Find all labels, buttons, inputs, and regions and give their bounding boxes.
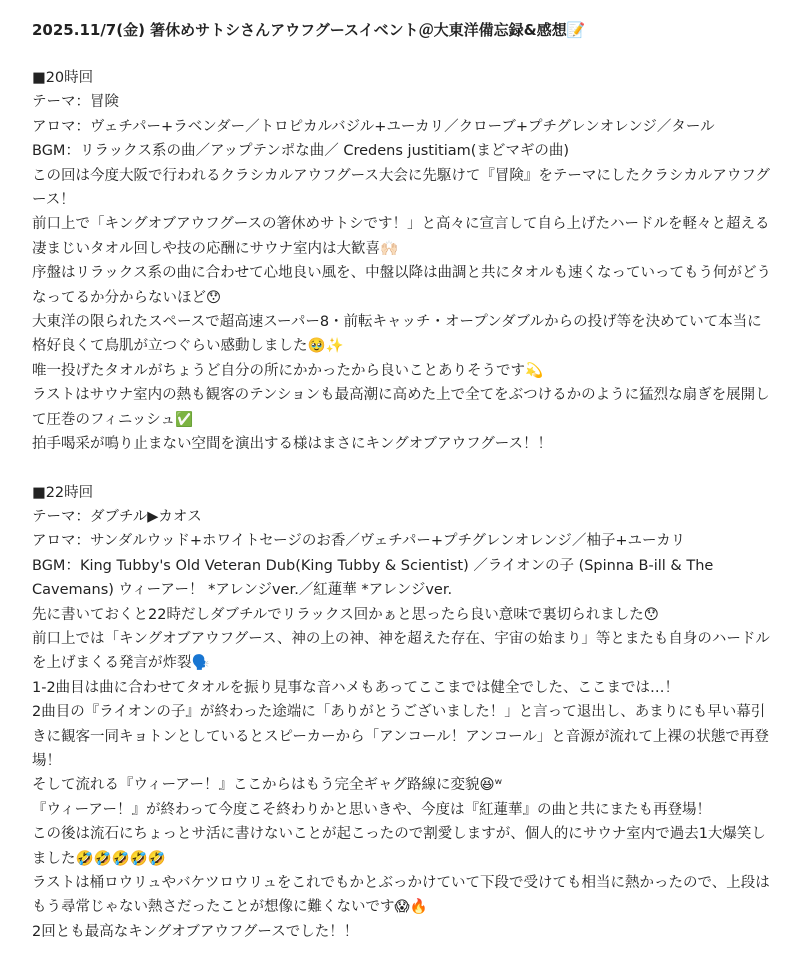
text-line: 唯一投げたタオルがちょうど自分の所にかかったから良いことありそうです💫 [32, 362, 544, 379]
section-heading: ■20時回 [32, 70, 94, 86]
text-line: 大東洋の限られたスペースで超高速スーパー8・前転キャッチ・オープンダブルからの投げ等を決めていて本当に格好良くて鳥肌が立つぐらい感動しました🥹✨ [32, 314, 762, 355]
text-line: 序盤はリラックス系の曲に合わせて心地良い風を、中盤以降は曲調と共にタオルも速くなっていってもう何がどうなってるか分からないほど😯 [32, 265, 772, 306]
text-line: 前口上で「キングオブアウフグースの箸休めサトシです！」と高々に宣言して自ら上げたハードルを軽々と超える凄まじいタオル回しや技の応酬にサウナ室内は大歓喜🙌🏻 [32, 216, 770, 257]
section-20 [32, 66, 774, 457]
section-22 [32, 481, 774, 945]
text-line: ラストは桶ロウリュやバケツロウリュをこれでもかとぶっかけていて下段で受けても相当に熱かったので、上段はもう尋常じゃない熱さだったことが想像に難くないです😱🔥 [32, 875, 770, 916]
text-line: テーマ：ダブチル▶カオス [32, 508, 202, 525]
text-line: アロマ：ヴェチパー+ラベンダー／トロピカルバジル+ユーカリ／クローブ+プチグレンオレンジ／タール [32, 118, 715, 135]
text-line: 2回とも最高なキングオブアウフグースでした！！ [32, 923, 359, 940]
text-line: ラストはサウナ室内の熱も観客のテンションも最高潮に高めた上で全てをぶつけるかのように猛烈な扇ぎを展開して圧巻のフィニッシュ✅ [32, 387, 770, 428]
text-line: この後は流石にちょっとサ活に書けないことが起こったので割愛しますが、個人的にサウナ室内で過去1大爆笑しました🤣🤣🤣🤣🤣 [32, 826, 766, 867]
section-heading: ■22時回 [32, 484, 94, 501]
text-line: 前口上では「キングオブアウフグース、神の上の神、神を超えた存在、宇宙の始まり」等とまたも自身のハードルを上げまくる発言が炸裂🗣️ [32, 630, 770, 672]
text-line: テーマ：冒険 [32, 94, 119, 111]
text-line: 2曲目の『ライオンの子』が終わった途端に「ありがとうございました！」と言って退出し、あまりにも早い幕引きに観客一同キョトンとしているとスピーカーから「アンコール！アンコール」と音源が流れて上裸の状態で再登場！ [32, 704, 769, 769]
text-line: BGM：King Tubby's Old Veteran Dub(King Tubby & Scientist) ／ライオンの子 (Spinna B-ill & The Cavemans) ウィーアー！ *アレンジver.／紅蓮華 *アレンジver. [32, 557, 718, 599]
text-line: アロマ：サンダルウッド+ホワイトセージのお香／ヴェチパー+プチグレンオレンジ／柚子+ユーカリ [32, 533, 686, 550]
post-title: 2025.11/7(金) 箸休めサトシさんアウフグースイベント＠大東洋備忘録&感想📝 [32, 21, 586, 39]
text-line: 先に書いておくと22時だしダブチルでリラックス回かぁと思ったら良い意味で裏切られました😯 [32, 606, 659, 623]
text-line: この回は今度大阪で行われるクラシカルアウフグース大会に先駆けて『冒険』をテーマにしたクラシカルアウフグース！ [32, 167, 770, 209]
text-line: 1-2曲目は曲に合わせてタオルを振り見事な音ハメもあってここまでは健全でした、ここまでは…！ [32, 679, 680, 696]
text-line: 拍手喝采が鳴り止まない空間を演出する様はまさにキングオブアウフグース！！ [32, 436, 552, 453]
text-line: そして流れる『ウィーアー！』ここからはもう完全ギャグ路線に変貌😆ʷ [32, 777, 503, 794]
text-line: BGM：リラックス系の曲／アップテンポな曲／ Credens justitiam(まどマギの曲) [32, 143, 570, 160]
text-line: 『ウィーアー！』が終わって今度こそ終わりかと思いきや、今度は『紅蓮華』の曲と共にまたも再登場！ [32, 801, 712, 818]
